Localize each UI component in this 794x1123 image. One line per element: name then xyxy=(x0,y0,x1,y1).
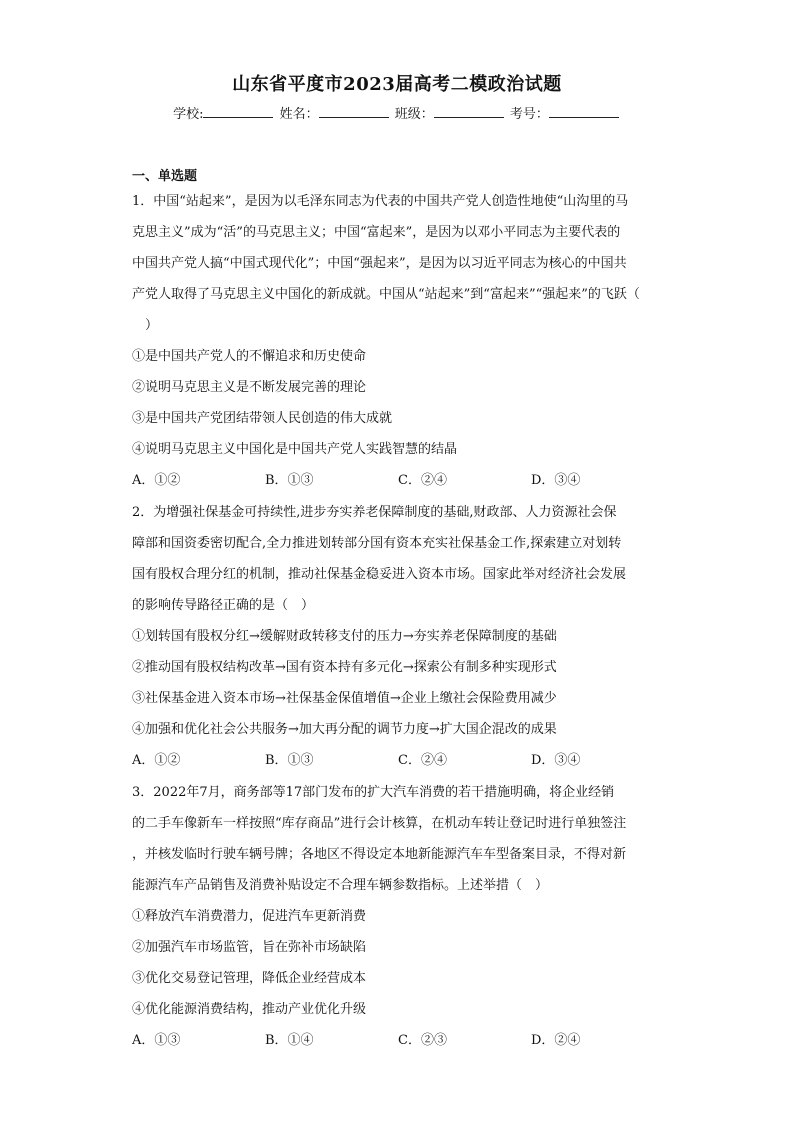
question-stem-line: ，并核发临时行驶车辆号牌；各地区不得设定本地新能源汽车车型备案目录，不得对新 xyxy=(132,847,627,862)
option-statement: ①释放汽车消费潜力，促进汽车更新消费 xyxy=(132,909,367,924)
choice-b[interactable]: B．①④ xyxy=(265,1033,314,1048)
question-stem-line: 的二手车像新车一样按照“库存商品”进行会计核算，在机动车转让登记时进行单独签注 xyxy=(132,816,627,831)
question-stem-line: 2．为增强社保基金可持续性,进步夯实养老保障制度的基础,财政部、人力资源社会保 xyxy=(132,505,617,520)
class-label: 班级： xyxy=(394,107,434,122)
option-statement: ④加强和优化社会公共服务→加大再分配的调节力度→扩大国企混改的成果 xyxy=(132,722,557,737)
option-statement: ③优化交易登记管理，降低企业经营成本 xyxy=(132,971,367,986)
option-statement: ②加强汽车市场监管，旨在弥补市场缺陷 xyxy=(132,940,367,955)
section-heading: 一、单选题 xyxy=(132,169,198,184)
question-stem-line: 中国共产党人搞“中国式现代化”；中国“强起来”，是因为以习近平同志为核心的中国共 xyxy=(132,256,627,271)
page-title: 山东省平度市2023届高考二模政治试题 xyxy=(232,74,562,95)
choice-c[interactable]: C．②③ xyxy=(398,1033,447,1048)
question-stem-line: 能源汽车产品销售及消费补贴设定不合理车辆参数指标。上述举措（ ） xyxy=(132,878,549,893)
question-stem-line: 国有股权合理分红的机制，推动社保基金稳妥进入资本市场。国家此举对经济社会发展 xyxy=(132,567,627,582)
school-blank[interactable] xyxy=(203,105,273,118)
option-statement: ②推动国有股权结构改革→国有资本持有多元化→探索公有制多种实现形式 xyxy=(132,660,557,675)
question-3 xyxy=(132,777,664,1056)
question-stem-line: 1．中国“站起来”，是因为以毛泽东同志为代表的中国共产党人创造性地使“山沟里的马 xyxy=(132,194,629,209)
name-label: 姓名： xyxy=(279,107,319,122)
question-stem-line: 障部和国资委密切配合,全力推进划转部分国有资本充实社保基金工作,探索建立对划转 xyxy=(132,536,622,551)
exam-number-blank[interactable] xyxy=(549,105,619,118)
question-stem-line: 产党人取得了马克思主义中国化的新成就。中国从“站起来”到“富起来”“强起来”的飞跃（ xyxy=(132,287,640,302)
choice-d[interactable]: D．③④ xyxy=(531,473,581,488)
choice-a[interactable]: A．①② xyxy=(132,473,181,488)
choice-d[interactable]: D．③④ xyxy=(531,753,581,768)
option-statement: ②说明马克思主义是不断发展完善的理论 xyxy=(132,380,367,395)
exam-number-label: 考号： xyxy=(509,107,549,122)
answer-choices xyxy=(132,1025,664,1056)
class-blank[interactable] xyxy=(434,105,504,118)
choice-b[interactable]: B．①③ xyxy=(265,473,314,488)
question-stem-line: ） xyxy=(132,318,159,333)
option-statement: ③是中国共产党团结带领人民创造的伟大成就 xyxy=(132,411,393,426)
question-stem-line: 的影响传导路径正确的是（ ） xyxy=(132,598,315,613)
option-statement: ④优化能源消费结构，推动产业优化升级 xyxy=(132,1002,367,1017)
answer-choices xyxy=(132,465,664,496)
option-statement: ③社保基金进入资本市场→社保基金保值增值→企业上缴社会保险费用减少 xyxy=(132,691,557,706)
option-statement: ④说明马克思主义中国化是中国共产党人实践智慧的结晶 xyxy=(132,442,458,457)
name-blank[interactable] xyxy=(319,105,389,118)
choice-d[interactable]: D．②④ xyxy=(531,1033,581,1048)
choice-c[interactable]: C．②④ xyxy=(398,473,447,488)
choice-a[interactable]: A．①② xyxy=(132,753,181,768)
question-1 xyxy=(132,186,664,496)
school-label: 学校: xyxy=(173,107,204,122)
option-statement: ①划转国有股权分红→缓解财政转移支付的压力→夯实养老保障制度的基础 xyxy=(132,629,557,644)
question-stem-line: 3．2022年7月，商务部等17部门发布的扩大汽车消费的若干措施明确，将企业经销 xyxy=(132,785,615,800)
choice-a[interactable]: A．①③ xyxy=(132,1033,181,1048)
option-statement: ①是中国共产党人的不懈追求和历史使命 xyxy=(132,349,367,364)
choice-c[interactable]: C．②④ xyxy=(398,753,447,768)
question-stem-line: 克思主义”成为“活”的马克思主义；中国“富起来”，是因为以邓小平同志为主要代表的 xyxy=(132,225,621,240)
choice-b[interactable]: B．①③ xyxy=(265,753,314,768)
question-2 xyxy=(132,497,664,776)
answer-choices xyxy=(132,745,664,776)
student-info-line xyxy=(0,103,794,122)
